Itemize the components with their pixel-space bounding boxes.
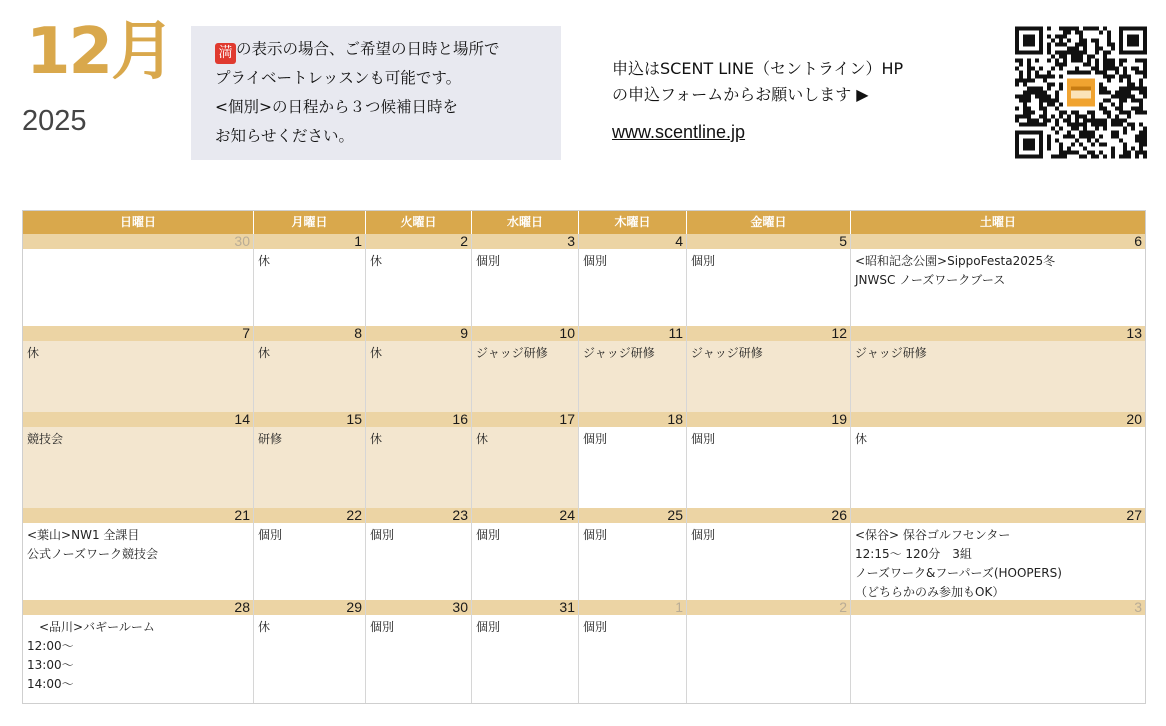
day-number: 24 [472,508,578,523]
event-entry: 個別 [583,432,608,446]
event-entry: <保谷> 保谷ゴルフセンター [855,528,1011,542]
apply-line-1: 申込はSCENT LINE（セントライン）HP [612,59,904,78]
day-number: 2 [687,600,850,615]
event-entry: 12:00〜 [27,639,74,653]
event-entry: 公式ノーズワーク競技会 [27,547,159,561]
notice-line-4: お知らせください。 [215,127,355,145]
day-number: 26 [687,508,850,523]
weekday-header: 月曜日 [253,211,365,234]
event-entry: 個別 [370,528,395,542]
day-number: 16 [366,412,471,427]
day-events [366,341,471,412]
day-cell[interactable] [23,600,253,703]
event-entry: ジャッジ研修 [855,346,927,360]
day-events [472,523,578,600]
day-number: 23 [366,508,471,523]
day-cell[interactable] [578,326,686,412]
weekday-header: 水曜日 [471,211,578,234]
day-events [366,427,471,508]
day-events [472,615,578,703]
day-events [254,249,365,326]
day-events [254,341,365,412]
day-cell[interactable] [253,412,365,508]
day-cell[interactable] [23,508,253,600]
event-entry: 休 [258,346,271,360]
notice-text-1: の表示の場合、ご希望の日時と場所で [236,40,500,58]
day-events [579,615,686,703]
day-number: 1 [579,600,686,615]
notice-line-1 [215,35,551,64]
event-entry: 競技会 [27,432,64,446]
day-cell[interactable] [578,508,686,600]
day-cell[interactable] [686,600,850,703]
day-number: 30 [366,600,471,615]
day-number: 21 [23,508,253,523]
day-number: 13 [851,326,1145,341]
day-number: 25 [579,508,686,523]
event-entry: 休 [370,432,383,446]
day-number: 6 [851,234,1145,249]
day-cell[interactable] [253,326,365,412]
day-events [23,523,253,600]
event-entry: 休 [476,432,489,446]
year-label: 2025 [22,105,87,137]
day-events [366,523,471,600]
day-cell[interactable] [23,326,253,412]
event-entry: 個別 [583,620,608,634]
event-entry: 個別 [476,254,501,268]
day-cell[interactable] [253,600,365,703]
day-number: 12 [687,326,850,341]
day-number: 15 [254,412,365,427]
day-cell[interactable] [471,508,578,600]
day-cell[interactable] [253,234,365,326]
day-number: 8 [254,326,365,341]
day-number: 9 [366,326,471,341]
day-number: 3 [472,234,578,249]
day-number: 3 [851,600,1145,615]
day-number: 18 [579,412,686,427]
event-entry: 個別 [583,528,608,542]
qr-code-icon[interactable] [1015,26,1147,159]
event-entry: <葉山>NW1 全課目 [27,528,140,542]
day-cell[interactable] [365,326,471,412]
day-cell[interactable] [686,508,850,600]
notice-line-3: <個別>の日程から３つ候補日時を [215,98,458,116]
day-events [254,523,365,600]
event-entry: 個別 [476,620,501,634]
day-events [851,427,1145,508]
day-number: 20 [851,412,1145,427]
day-cell[interactable] [23,234,253,326]
event-entry: ジャッジ研修 [476,346,548,360]
event-entry: 休 [855,432,868,446]
weekday-header: 木曜日 [578,211,686,234]
day-events [579,427,686,508]
day-events [23,615,253,703]
day-number: 19 [687,412,850,427]
day-events [687,249,850,326]
day-cell[interactable] [365,234,471,326]
event-entry: JNWSC ノーズワークブース [855,273,1006,287]
event-entry: 個別 [370,620,395,634]
day-number: 29 [254,600,365,615]
day-events [579,249,686,326]
event-entry: 休 [258,254,271,268]
event-entry: <品川>バギールーム [27,620,155,634]
day-number: 1 [254,234,365,249]
day-events [254,615,365,703]
event-entry: 個別 [583,254,608,268]
day-events [472,249,578,326]
day-number: 10 [472,326,578,341]
apply-instructions [612,56,992,108]
event-entry: 14:00〜 [27,677,74,691]
day-cell[interactable] [365,412,471,508]
day-cell[interactable] [471,234,578,326]
day-cell[interactable] [850,508,1145,600]
day-cell[interactable] [850,600,1145,703]
day-cell[interactable] [365,600,471,703]
day-cell[interactable] [578,600,686,703]
day-events [851,523,1145,600]
day-cell[interactable] [686,326,850,412]
day-events [687,523,850,600]
day-events [851,249,1145,326]
event-entry: 個別 [476,528,501,542]
event-entry: <昭和記念公園>SippoFesta2025冬 [855,254,1056,268]
event-entry: 休 [258,620,271,634]
event-entry: （どちらかのみ参加もOK） [855,585,1005,599]
event-entry: 個別 [691,528,716,542]
event-entry: ノーズワーク&フーパーズ(HOOPERS) [855,566,1062,580]
day-events [472,427,578,508]
day-cell[interactable] [471,600,578,703]
day-number: 28 [23,600,253,615]
day-number: 30 [23,234,253,249]
event-entry: 13:00〜 [27,658,74,672]
day-events [579,523,686,600]
day-number: 2 [366,234,471,249]
day-events [366,615,471,703]
event-entry: 休 [370,254,383,268]
day-number: 7 [23,326,253,341]
day-cell[interactable] [850,326,1145,412]
day-events [687,341,850,412]
event-entry: 研修 [258,432,283,446]
day-number: 5 [687,234,850,249]
day-cell[interactable] [471,412,578,508]
full-badge-icon: 満 [215,43,236,64]
day-cell[interactable] [253,508,365,600]
day-cell[interactable] [23,412,253,508]
weekday-header: 日曜日 [23,211,253,234]
day-number: 14 [23,412,253,427]
day-events [23,249,253,326]
day-cell[interactable] [365,508,471,600]
event-entry: 休 [370,346,383,360]
day-events [23,427,253,508]
month-title: 12月 [26,15,174,89]
day-cell[interactable] [686,412,850,508]
day-number: 27 [851,508,1145,523]
day-cell[interactable] [578,412,686,508]
day-events [579,341,686,412]
private-lesson-notice [191,26,561,160]
event-entry: 個別 [691,432,716,446]
day-events [687,427,850,508]
day-cell[interactable] [578,234,686,326]
day-events [851,615,1145,703]
event-entry: 12:15〜 120分 3組 [855,547,972,561]
day-number: 22 [254,508,365,523]
day-cell[interactable] [850,234,1145,326]
day-events [472,341,578,412]
day-events [254,427,365,508]
weekday-header: 土曜日 [850,211,1145,234]
day-number: 11 [579,326,686,341]
day-events [23,341,253,412]
notice-line-2: プライベートレッスンも可能です。 [215,69,462,87]
day-number: 4 [579,234,686,249]
day-number: 17 [472,412,578,427]
event-entry: 個別 [691,254,716,268]
weekday-header: 火曜日 [365,211,471,234]
event-entry: 休 [27,346,40,360]
apply-line-2: の申込フォームからお願いします ▶ [612,85,869,104]
website-link[interactable]: www.scentline.jp [612,122,746,142]
weekday-header: 金曜日 [686,211,850,234]
calendar-grid [22,210,1146,704]
day-events [687,615,850,703]
day-cell[interactable] [850,412,1145,508]
event-entry: ジャッジ研修 [691,346,763,360]
day-cell[interactable] [686,234,850,326]
day-events [366,249,471,326]
day-events [851,341,1145,412]
day-number: 31 [472,600,578,615]
event-entry: ジャッジ研修 [583,346,655,360]
day-cell[interactable] [471,326,578,412]
event-entry: 個別 [258,528,283,542]
